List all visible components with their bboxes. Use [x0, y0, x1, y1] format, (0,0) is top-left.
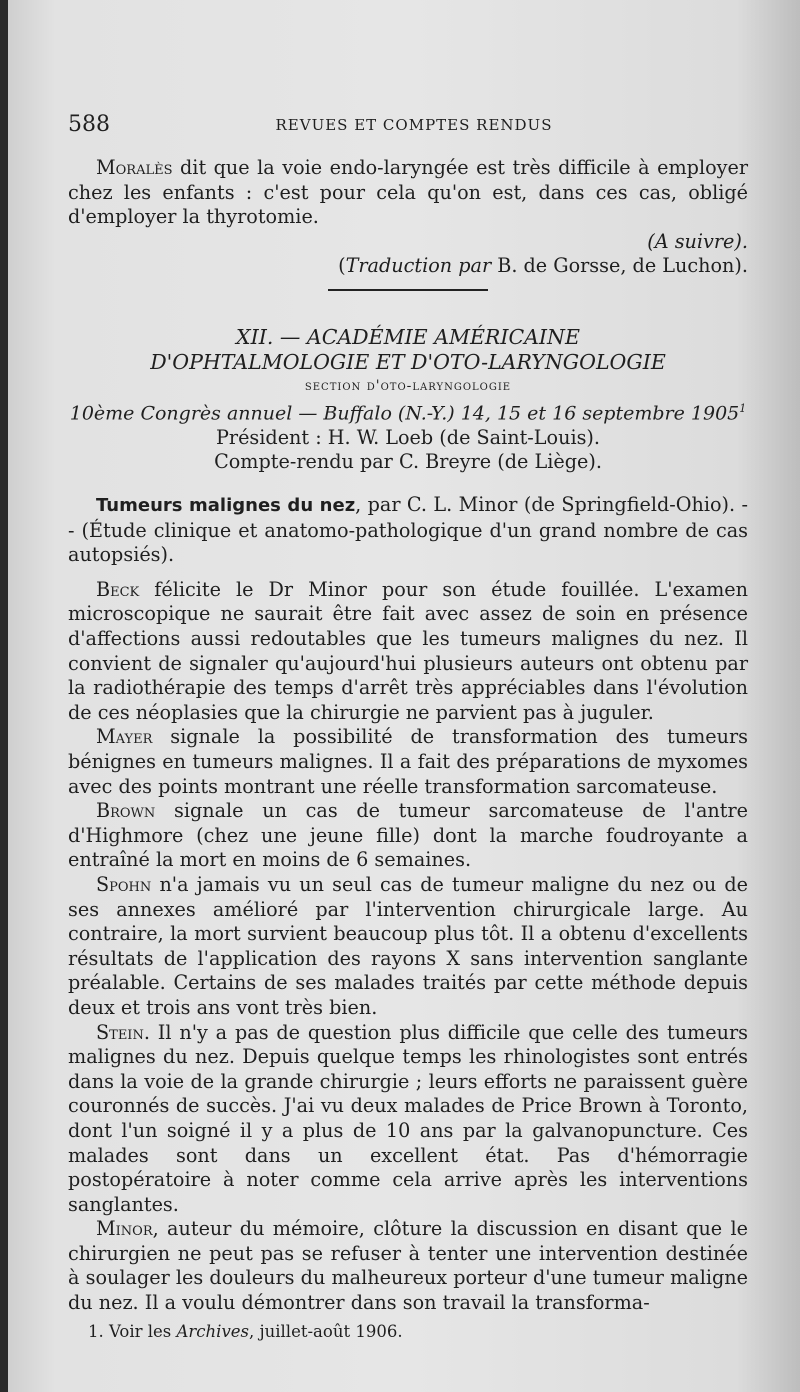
president-line: Président : H. W. Loeb (de Saint-Louis). [215, 425, 601, 449]
discussion-paragraph [68, 578, 748, 726]
footnote-number: 1. [88, 1322, 104, 1341]
discussion-paragraph [68, 799, 748, 873]
paragraph-text: n'a jamais vu un seul cas de tumeur maligne du nez ou de ses annexes amélioré par l'intervention chirurgicale large. Au contraire, la mort survient beaucoup plus tôt. Il a obtenu d'excellents résultats de l'application des rayons X sans intervention sanglante préalable. Certains de ses malades traités par cette méthode depuis deux et trois ans vont très bien. [68, 872, 748, 1019]
page-body [68, 156, 748, 1316]
speaker-name: Beck [96, 577, 140, 601]
paragraph-text: dit que la voie endo-laryngée est très difficile à employer chez les enfants : c'est pour cela qu'on est, dans ces cas, obligé d'employer la thyrotomie. [68, 156, 748, 229]
footnote-marker: 1 [739, 401, 747, 415]
running-head: REVUES ET COMPTES RENDUS [275, 116, 553, 134]
speaker-name: Minor [96, 1217, 153, 1241]
paragraph-text: signale un cas de tumeur sarcomateuse de l'antre d'Highmore (chez une jeune fille) dont la marche foudroyante a entraîné la mort en moins de 6 semaines. [68, 799, 748, 872]
page-header [68, 112, 760, 142]
discussion-paragraph [68, 1021, 748, 1218]
speaker-name: Brown [96, 799, 156, 823]
speaker-name: Spohn [96, 872, 152, 896]
translation-credit: (Traduction par B. de Gorsse, de Luchon). [338, 254, 748, 278]
speaker-name: Moralès [96, 156, 173, 179]
article-heading [68, 493, 748, 568]
discussion-paragraph [68, 1217, 748, 1315]
article-byline: , par C. L. Minor (de Springfield-Ohio). - - (Étude clinique et anatomo-pathologique d'un grand nombre de cas autopsiés). [68, 493, 748, 567]
page-number: 588 [68, 112, 110, 137]
paragraph-text: . Il n'y a pas de question plus difficile que celle des tumeurs malignes du nez. Depuis quelque temps les rhinologistes sont entrés dans la voie de la grande chirurgie ; leurs efforts ne paraissent guère couronnés de succès. J'ai vu deux malades de Price Brown à Toronto, dont l'un soigné il y a plus de 10 ans par la galvanopuncture. Ces malades sont dans un excellent état. Pas d'hémorragie postopératoire à noter comme cela arrive après les interventions sanglantes. [68, 1020, 748, 1216]
congress-line: 10ème Congrès annuel — Buffalo (N.-Y.) 14, 15 et 16 septembre 1905$^1$ [69, 401, 747, 425]
book-page [8, 0, 800, 1392]
discussion-paragraph [68, 873, 748, 1021]
section-title-line1: XII. — ACADÉMIE AMÉRICAINE [236, 324, 580, 349]
footnote: 1. Voir les Archives, juillet-août 1906. [88, 1322, 403, 1341]
article-title: Tumeurs malignes du nez [96, 495, 356, 517]
report-line: Compte-rendu par C. Breyre (de Liège). [214, 450, 602, 474]
section-divider [328, 289, 488, 291]
paragraph-text: , auteur du mémoire, clôture la discussion en disant que le chirurgien ne peut pas se refuser à tenter une intervention destinée à soulager les douleurs du malheureux porteur d'une tumeur maligne du nez. Il a voulu démontrer dans son travail la transforma- [68, 1217, 748, 1315]
morales-paragraph [68, 156, 748, 230]
speaker-name: Stein [96, 1020, 144, 1044]
to-be-continued: (A suivre). [647, 229, 748, 253]
paragraph-text: signale la possibilité de transformation des tumeurs bénignes en tumeurs malignes. Il a fait des préparations de myxomes avec des points montrant une réelle transformation sarcomateuse. [68, 725, 748, 798]
speaker-name: Mayer [96, 725, 153, 749]
paragraph-text: félicite le Dr Minor pour son étude fouillée. L'examen microscopique ne saurait être fait avec assez de soin en présence d'affections aussi redoutables que les tumeurs malignes du nez. Il convient de signaler qu'aujourd'hui plusieurs auteurs ont obtenu par la radiothérapie des temps d'arrêt très appréciables dans l'évolution de ces néoplasies que la chirurgie ne parvient pas à juguler. [68, 577, 748, 724]
section-title-line2: D'OPHTALMOLOGIE ET D'OTO-LARYNGOLOGIE [150, 349, 666, 374]
section-subtitle: section d'oto-laryngologie [304, 377, 512, 394]
discussion-paragraph [68, 725, 748, 799]
